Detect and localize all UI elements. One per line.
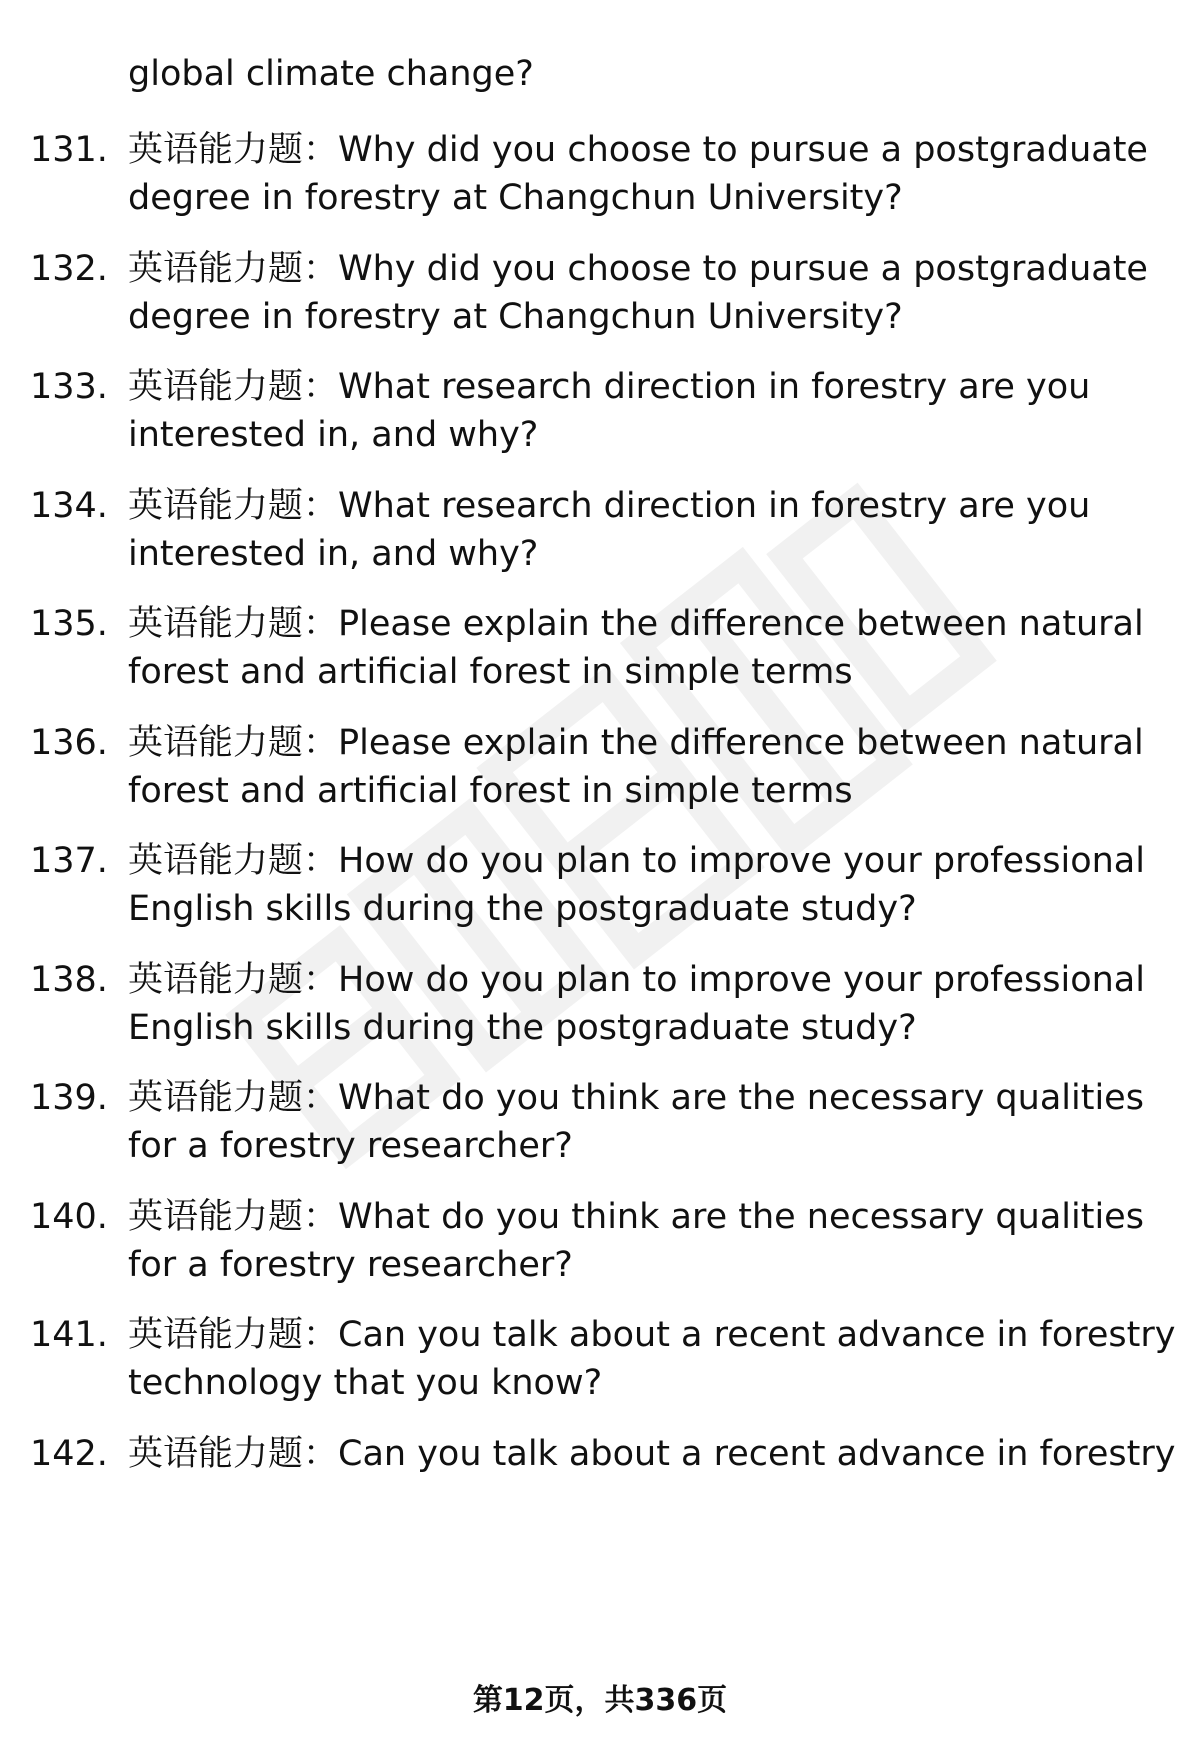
question-prefix: 英语能力题： <box>128 367 339 407</box>
question-text: What do you think are the necessary qualities <box>338 1078 1144 1118</box>
question-text: Can you talk about a recent advance in forestry <box>338 1315 1176 1355</box>
question-text-continued: for a forestry researcher? <box>128 1245 573 1285</box>
question-text-continued: forest and artificial forest in simple terms <box>128 771 853 811</box>
question-number: 139. <box>30 1078 108 1118</box>
question-text: Please explain the difference between natural <box>338 723 1144 763</box>
question-number: 133. <box>30 367 108 407</box>
question-number: 142. <box>30 1434 108 1474</box>
question-number: 140. <box>30 1197 108 1237</box>
question-number: 138. <box>30 960 108 1000</box>
question-prefix: 英语能力题： <box>128 1434 339 1474</box>
question-text-continued: technology that you know? <box>128 1363 603 1403</box>
question-text: How do you plan to improve your professional <box>338 841 1145 881</box>
question-text: Why did you choose to pursue a postgraduate <box>338 249 1148 289</box>
question-text-continued: forest and artificial forest in simple terms <box>128 652 853 692</box>
question-text-continued: English skills during the postgraduate study? <box>128 1008 917 1048</box>
question-number: 141. <box>30 1315 108 1355</box>
question-prefix: 英语能力题： <box>128 1315 339 1355</box>
question-prefix: 英语能力题： <box>128 249 339 289</box>
question-text-continued: interested in, and why? <box>128 534 539 574</box>
question-prefix: 英语能力题： <box>128 841 339 881</box>
question-prefix: 英语能力题： <box>128 1197 339 1237</box>
question-text: What do you think are the necessary qualities <box>338 1197 1144 1237</box>
page-footer: 第12页，共336页 <box>472 1683 728 1718</box>
question-text: Please explain the difference between natural <box>338 604 1144 644</box>
question-text: Can you talk about a recent advance in forestry <box>338 1434 1176 1474</box>
question-number: 131. <box>30 130 108 170</box>
question-text-continued: degree in forestry at Changchun University? <box>128 297 903 337</box>
question-prefix: 英语能力题： <box>128 723 339 763</box>
question-text: What research direction in forestry are you <box>338 367 1091 407</box>
question-text: Why did you choose to pursue a postgraduate <box>338 130 1148 170</box>
question-text-continued: English skills during the postgraduate study? <box>128 889 917 929</box>
question-text-continued: for a forestry researcher? <box>128 1126 573 1166</box>
continuation-text: global climate change? <box>128 54 534 94</box>
question-prefix: 英语能力题： <box>128 604 339 644</box>
question-text: How do you plan to improve your professional <box>338 960 1145 1000</box>
question-text: What research direction in forestry are you <box>338 486 1091 526</box>
question-number: 137. <box>30 841 108 881</box>
question-text-continued: degree in forestry at Changchun University? <box>128 178 903 218</box>
question-number: 134. <box>30 486 108 526</box>
question-prefix: 英语能力题： <box>128 130 339 170</box>
question-number: 132. <box>30 249 108 289</box>
question-number: 135. <box>30 604 108 644</box>
question-prefix: 英语能力题： <box>128 1078 339 1118</box>
question-prefix: 英语能力题： <box>128 960 339 1000</box>
question-number: 136. <box>30 723 108 763</box>
question-text-continued: interested in, and why? <box>128 415 539 455</box>
question-prefix: 英语能力题： <box>128 486 339 526</box>
